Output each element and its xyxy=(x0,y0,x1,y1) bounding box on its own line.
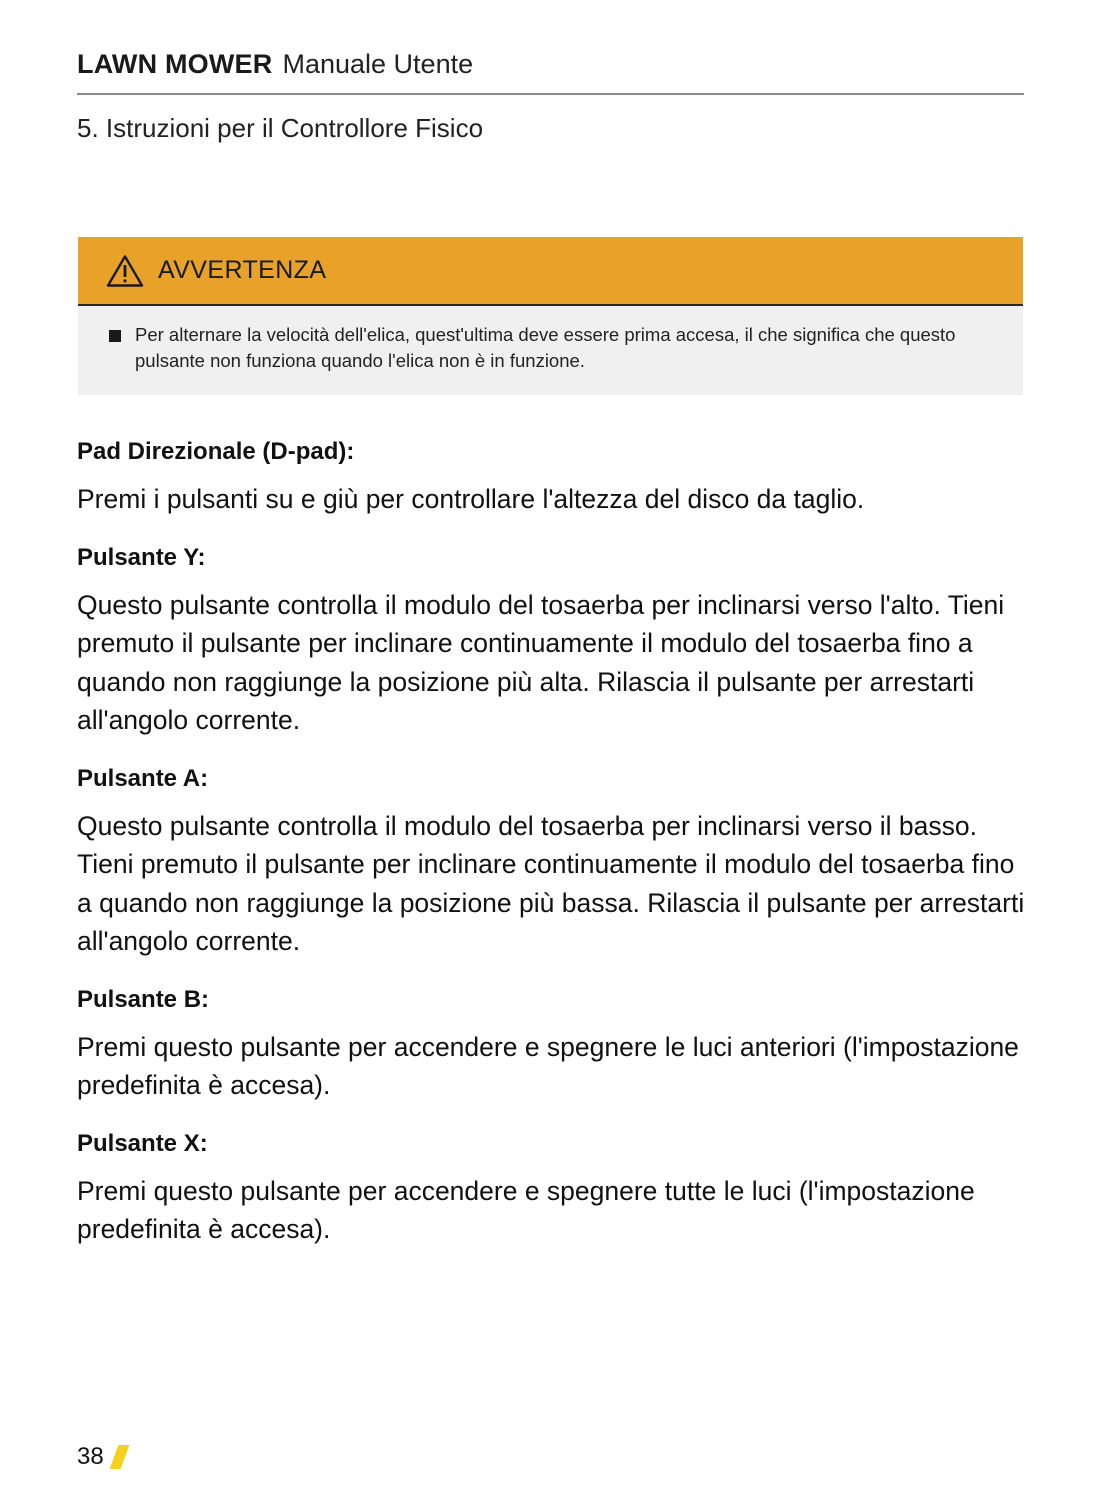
instruction-heading: Pad Direzionale (D-pad): xyxy=(77,438,355,465)
warning-title: AVVERTENZA xyxy=(158,256,327,284)
instruction-button-a xyxy=(77,757,1027,961)
page-header xyxy=(77,44,1024,84)
brand-name: LAWN MOWER xyxy=(77,49,273,79)
instruction-heading: Pulsante B: xyxy=(77,985,210,1013)
section-title: 5. Istruzioni per il Controllore Fisico xyxy=(77,113,484,143)
instruction-button-y xyxy=(77,536,1027,740)
instruction-text: Questo pulsante controlla il modulo del tosaerba per inclinarsi verso l'alto. Tieni premuto il pulsante per inclinare continuamente il modulo del tosaerba fino a quando non raggiunge la posizione più alta. Rilascia il pulsante per arrestarti all'angolo corrente. xyxy=(77,589,1005,735)
page-footer xyxy=(77,1440,125,1474)
instruction-heading: Pulsante X: xyxy=(77,1129,208,1157)
warning-triangle-icon xyxy=(106,254,144,288)
instruction-dpad xyxy=(77,430,1027,519)
instruction-text: Questo pulsante controlla il modulo del tosaerba per inclinarsi verso il basso. Tieni premuto il pulsante per inclinare continuamente il modulo del tosaerba fino a quando non raggiunge la posizione più bassa. Rilascia il pulsante per arrestarti all'angolo corrente. xyxy=(77,810,1025,956)
header-divider xyxy=(77,93,1024,95)
instruction-text: Premi questo pulsante per accendere e spegnere tutte le luci (l'impostazione predefinita è accesa). xyxy=(77,1175,975,1244)
instruction-text: Premi i pulsanti su e giù per controllare l'altezza del disco da taglio. xyxy=(77,484,865,514)
accent-slash-icon xyxy=(109,1445,129,1469)
instruction-heading: Pulsante Y: xyxy=(77,543,206,571)
instructions-list xyxy=(77,430,1027,1266)
bullet-square-icon xyxy=(109,330,121,342)
warning-header xyxy=(78,237,1023,306)
warning-box xyxy=(78,237,1023,395)
document-title: Manuale Utente xyxy=(282,49,474,79)
instruction-button-b xyxy=(77,978,1027,1105)
instruction-text: Premi questo pulsante per accendere e spegnere le luci anteriori (l'impostazione predefinita è accesa). xyxy=(77,1031,1019,1100)
instruction-heading: Pulsante A: xyxy=(77,764,209,792)
page-number: 38 xyxy=(77,1443,104,1470)
warning-text: Per alternare la velocità dell'elica, quest'ultima deve essere prima accesa, il che significa che questo pulsante non funziona quando l'elica non è in funzione. xyxy=(135,324,956,371)
warning-body xyxy=(78,306,1023,374)
instruction-button-x xyxy=(77,1122,1027,1249)
